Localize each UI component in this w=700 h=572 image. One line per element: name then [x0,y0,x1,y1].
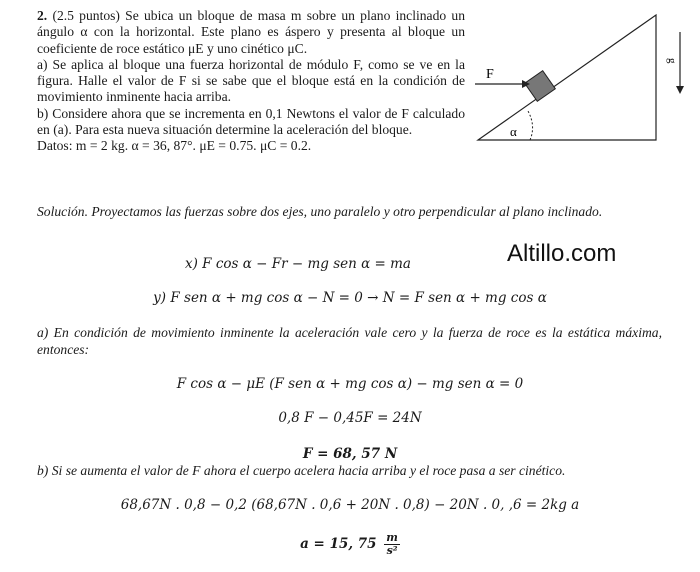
gravity-label: g [666,58,678,64]
problem-number: 2. [37,8,48,23]
inclined-plane-figure [470,10,695,150]
solution-intro: Solución. Proyectamos las fuerzas sobre dos ejes, uno paralelo y otro perpendicular al plano inclinado. [37,204,603,219]
equation-a1: F cos α − μE (F sen α + mg cos α) − mg sen α = 0 [176,376,524,392]
result-a: F = 68, 57 N [302,446,398,462]
gravity-arrowhead [676,86,684,94]
angle-arc [528,111,533,140]
problem-text: (2.5 puntos) Se ubica un bloque de masa m sobre un plano inclinado un ángulo α con la horizontal. Este plano es áspero y presenta al bloque un coeficiente de roce estático μE y uno cinético μC. [37,8,466,56]
equation-y: y) F sen α + mg cos α − N = 0 → N = F sen α + mg cos α [153,290,547,306]
result-b-value: a = 15, 75 [300,536,377,552]
force-label: F [486,67,494,82]
block [525,71,556,102]
result-b [0,532,700,557]
unit-denominator: s² [386,544,398,557]
solution-part-b: b) Si se aumenta el valor de F ahora el cuerpo acelera hacia arriba y el roce pasa a ser cinético. [37,463,566,478]
problem-part-b: b) Considere ahora que se incrementa en 0,1 Newtons el valor de F calculado en (a). Para esta nueva situación determine la aceleración del bloque. [37,105,465,138]
solution-part-a: a) En condición de movimiento inminente la aceleración vale cero y la fuerza de roce es la estática máxima, entonces: [37,325,662,357]
problem-statement [37,8,465,155]
unit-numerator: m [386,531,398,544]
equation-a2: 0,8 F − 0,45F = 24N [278,410,422,426]
problem-intro [37,8,465,57]
equation-b1: 68,67N . 0,8 − 0,2 (68,67N . 0,6 + 20N . 0,8) − 20N . 0, ,6 = 2kg a [120,497,580,513]
problem-part-a: a) Se aplica al bloque una fuerza horizontal de módulo F, como se ve en la figura. Halle el valor de F si se sabe que el bloque está en la condición de movimiento inminente hacia arriba. [37,56,465,105]
angle-label: α [510,124,517,139]
watermark: Altillo.com [507,240,617,267]
result-b-unit [384,532,400,557]
equation-x: x) F cos α − Fr − mg sen α = ma [185,256,411,272]
inclined-plane [478,15,656,140]
problem-data: Datos: m = 2 kg. α = 36, 87°. μE = 0.75. μC = 0.2. [37,138,312,154]
